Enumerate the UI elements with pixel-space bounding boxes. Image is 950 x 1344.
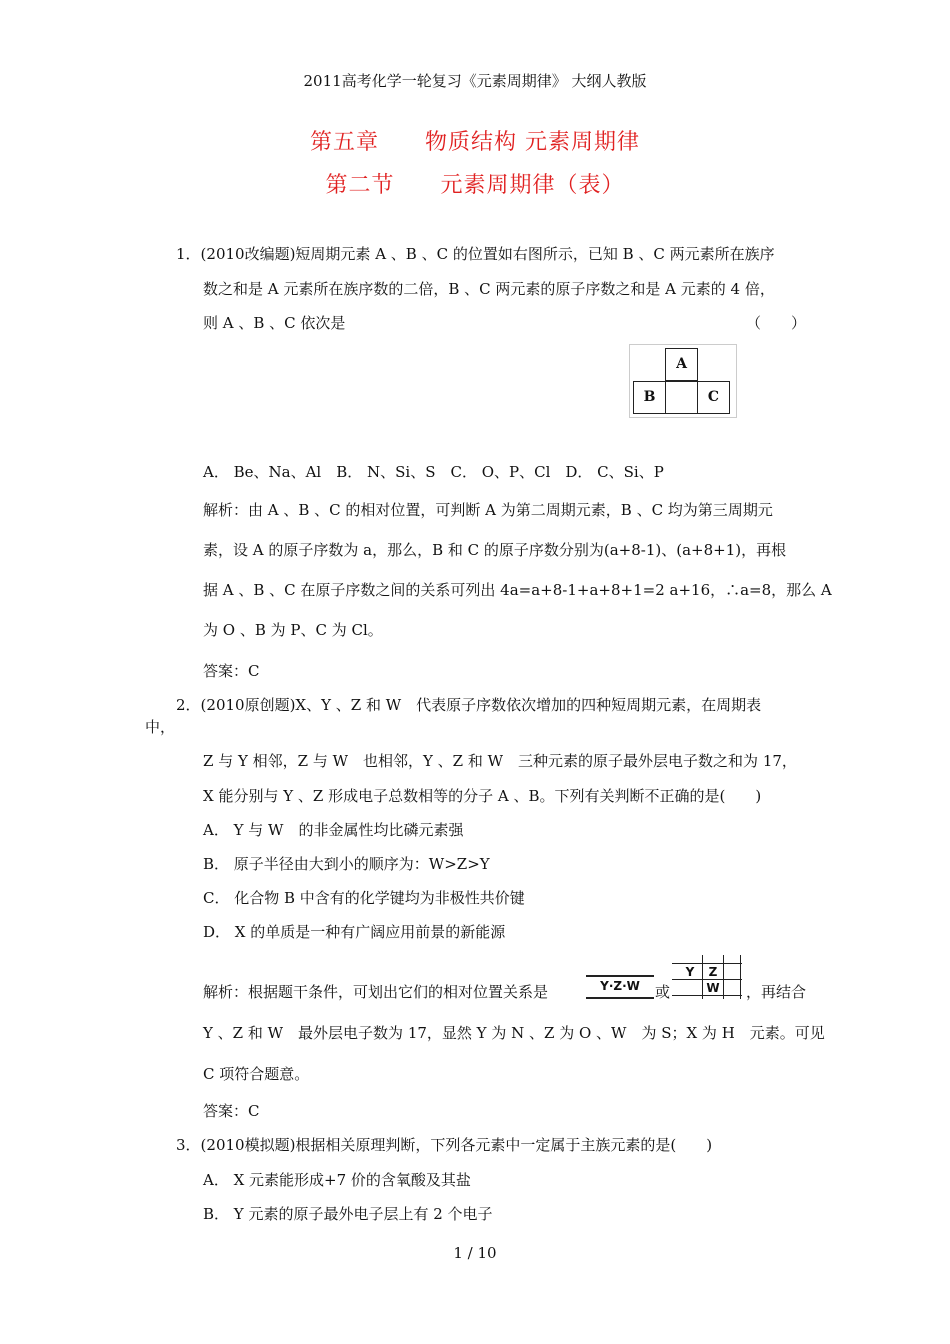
section-title: 第二节 元素周期律（表） [325, 173, 625, 198]
q2-analysis-line1-end: ，再结合 [746, 983, 807, 1001]
q1-stem-line3: 则 A 、B 、C 依次是 [203, 314, 346, 332]
q1-analysis-line3: 据 A 、B 、C 在原子序数之间的关系可列出 4a=a+8-1+a+8+1=2 a+16，∴a=8，那么 A [203, 581, 832, 599]
grid-line [672, 995, 742, 996]
q2-stem-line1: 2．(2010原创题)X、Y 、Z 和 W 代表原子序数依次增加的四种短周期元素，在周期表 [176, 696, 762, 714]
grid-line [672, 963, 742, 964]
q2-option-b: B． 原子半径由大到小的顺序为：W>Z>Y [203, 855, 490, 873]
q1-position-diagram [629, 344, 737, 418]
q3-option-a: A． X 元素能形成+7 价的含氧酸及其盐 [203, 1171, 471, 1189]
q2-analysis-line3: C 项符合题意。 [203, 1065, 310, 1083]
q1-answer-bracket: （ ） [746, 314, 807, 332]
q1-stem-line1: 1．(2010改编题)短周期元素 A 、B 、C 的位置如右图所示，已知 B 、C 两元素所在族序 [176, 245, 775, 263]
grid-line [740, 955, 741, 999]
page-header: 2011高考化学一轮复习《元素周期律》 大纲人教版 [303, 72, 647, 90]
q2-stem-line1-wrap: 中， [145, 718, 176, 736]
grid-cell-y: Y [685, 965, 695, 979]
chapter-title: 第五章 物质结构 元素周期律 [310, 130, 640, 155]
q1-analysis-line4: 为 O 、B 为 P、C 为 Cl。 [203, 621, 383, 639]
q2-diagram-grid [672, 955, 742, 999]
q1-analysis-line1: 解析：由 A 、B 、C 的相对位置，可判断 A 为第二周期元素，B 、C 均为第三周期元 [203, 501, 773, 519]
page-number: 1 / 10 [453, 1244, 497, 1262]
grid-cell-w: W [706, 981, 720, 995]
q2-option-a: A． Y 与 W 的非金属性均比磷元素强 [203, 821, 464, 839]
diagram-cell-a: A [665, 348, 698, 381]
q2-answer: 答案：C [203, 1102, 260, 1120]
q2-stem-line3: X 能分别与 Y 、Z 形成电子总数相等的分子 A 、B。下列有关判断不正确的是( ) [203, 787, 762, 805]
diagram-cell-b: B [633, 381, 666, 414]
q1-options: A． Be、Na、Al B． N、Si、S C． O、P、Cl D． C、Si、P [203, 463, 664, 481]
q1-answer: 答案：C [203, 662, 260, 680]
q2-option-c: C． 化合物 B 中含有的化学键均为非极性共价键 [203, 889, 525, 907]
q1-stem-line2: 数之和是 A 元素所在族序数的二倍，B 、C 两元素的原子序数之和是 A 元素的 4 倍， [203, 280, 775, 298]
diagram-cell-c: C [697, 381, 730, 414]
q3-stem: 3．(2010模拟题)根据相关原理判断，下列各元素中一定属于主族元素的是( ) [176, 1136, 713, 1154]
q1-analysis-line2: 素，设 A 的原子序数为 a，那么，B 和 C 的原子序数分别为(a+8-1)、(a+8+1)，再根 [203, 541, 787, 559]
grid-cell-z: Z [708, 965, 718, 979]
q2-analysis-line2: Y 、Z 和 W 最外层电子数为 17，显然 Y 为 N 、Z 为 O 、W 为 S；X 为 H 元素。可见 [203, 1024, 825, 1042]
q2-option-d: D． X 的单质是一种有广阔应用前景的新能源 [203, 923, 506, 941]
diagram-cell-empty [665, 381, 698, 414]
q2-stem-line2: Z 与 Y 相邻，Z 与 W 也相邻，Y 、Z 和 W 三种元素的原子最外层电子数之和为 17， [203, 752, 797, 770]
grid-line [723, 955, 724, 999]
grid-line [672, 979, 742, 980]
q2-diagram-row: Y·Z·W [586, 975, 654, 999]
q2-analysis-line1: 解析：根据题干条件，可划出它们的相对位置关系是 [203, 983, 549, 1001]
q3-option-b: B． Y 元素的原子最外电子层上有 2 个电子 [203, 1205, 493, 1223]
q2-analysis-or: 或 [655, 983, 671, 1001]
